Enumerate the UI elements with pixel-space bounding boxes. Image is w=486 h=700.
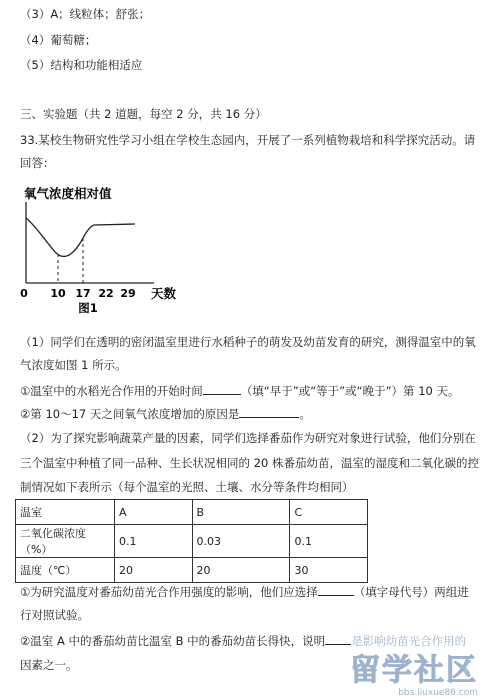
q2b-answer-blank[interactable] — [325, 633, 351, 645]
watermark-url: bbs.liuxue86.com — [398, 688, 478, 698]
table-cell: B — [192, 500, 290, 525]
q1a-suffix: （填“早于”或“等于”或“晚于”）第 10 天。 — [240, 384, 460, 398]
q33-stem-2: 回答： — [20, 156, 55, 170]
q2a-suffix: （填字母代号）两组进 — [353, 585, 469, 599]
q33-p1-line-2: 气浓度如图 1 所示。 — [20, 358, 127, 372]
q2b-suffix: 是影响幼苗光合作用的 — [351, 634, 467, 648]
tick-0: 0 — [20, 287, 28, 300]
table-cell: 20 — [115, 558, 193, 583]
table-cell: 0.1 — [115, 525, 193, 558]
q33-q2a — [20, 584, 469, 600]
answer-4: （4）葡萄糖； — [20, 33, 97, 47]
tick-22: 22 — [98, 287, 114, 300]
q33-q1a — [20, 383, 460, 399]
chart-ylabel: 氧气浓度相对值 — [24, 186, 112, 201]
q2a-prefix: ①为研究温度对番茄幼苗光合作用强度的影响，他们应选择 — [20, 585, 318, 599]
q33-p2-line-2: 三个温室中种植了同一品种、生长状况相同的 20 株番茄幼苗，温室的湿度和二氧化碳的控 — [20, 456, 479, 470]
table-cell: 20 — [192, 558, 290, 583]
answer-5: （5）结构和功能相适应 — [20, 58, 143, 72]
section-title: 三、实验题（共 2 道题，每空 2 分，共 16 分） — [20, 107, 267, 121]
chart-caption: 图1 — [78, 301, 98, 315]
q1b-answer-blank[interactable] — [239, 406, 299, 418]
table-cell: 0.03 — [192, 525, 290, 558]
watermark-logo: 留学社区 — [350, 653, 478, 688]
oxygen-chart — [12, 180, 212, 315]
table-cell: 0.1 — [290, 525, 368, 558]
chart-xlabel: 天数 — [151, 286, 177, 301]
oxygen-curve — [26, 218, 135, 256]
q1b-prefix: ②第 10～17 天之间氧气浓度增加的原因是 — [20, 407, 240, 421]
table-cell: 温室 — [16, 500, 115, 525]
table-row — [16, 500, 368, 525]
table-cell: 温度（℃） — [16, 558, 115, 583]
q1a-prefix: ①温室中的水稻光合作用的开始时间 — [20, 384, 203, 398]
greenhouse-table — [15, 499, 368, 583]
table-cell: C — [290, 500, 368, 525]
q33-q2a-line-2: 行对照试验。 — [20, 608, 89, 622]
q33-stem-1: 33.某校生物研究性学习小组在学校生态园内，开展了一系列植物栽培和科学探究活动。请 — [20, 133, 476, 147]
table-cell: A — [115, 500, 193, 525]
table-cell: 二氧化碳浓度（%） — [16, 525, 115, 558]
q33-q2b — [20, 633, 466, 649]
tick-29: 29 — [120, 287, 136, 300]
q2a-answer-blank[interactable] — [318, 584, 354, 596]
q33-q1b — [20, 406, 311, 422]
table-row — [16, 558, 368, 583]
q1b-suffix: 。 — [299, 407, 311, 421]
watermark — [350, 654, 478, 698]
q33-p1-line-1: （1）同学们在透明的密闭温室里进行水稻种子的萌发及幼苗发育的研究，测得温室中的氧 — [20, 335, 476, 349]
answer-3: （3）A；线粒体；舒张； — [20, 7, 151, 21]
q33-q2b-line-2: 因素之一。 — [20, 658, 78, 672]
q1a-answer-blank[interactable] — [203, 383, 241, 395]
q2b-prefix: ②温室 A 中的番茄幼苗比温室 B 中的番茄幼苗长得快，说明 — [20, 634, 326, 648]
table-row — [16, 525, 368, 558]
tick-17: 17 — [75, 287, 91, 300]
tick-10: 10 — [50, 287, 66, 300]
q33-p2-line-3: 制情况如下表所示（每个温室的光照、土壤、水分等条件均相同） — [20, 480, 354, 494]
q33-p2-line-1: （2）为了探究影响蔬菜产量的因素，同学们选择番茄作为研究对象进行试验，他们分别在 — [20, 431, 476, 445]
table-cell: 30 — [290, 558, 368, 583]
